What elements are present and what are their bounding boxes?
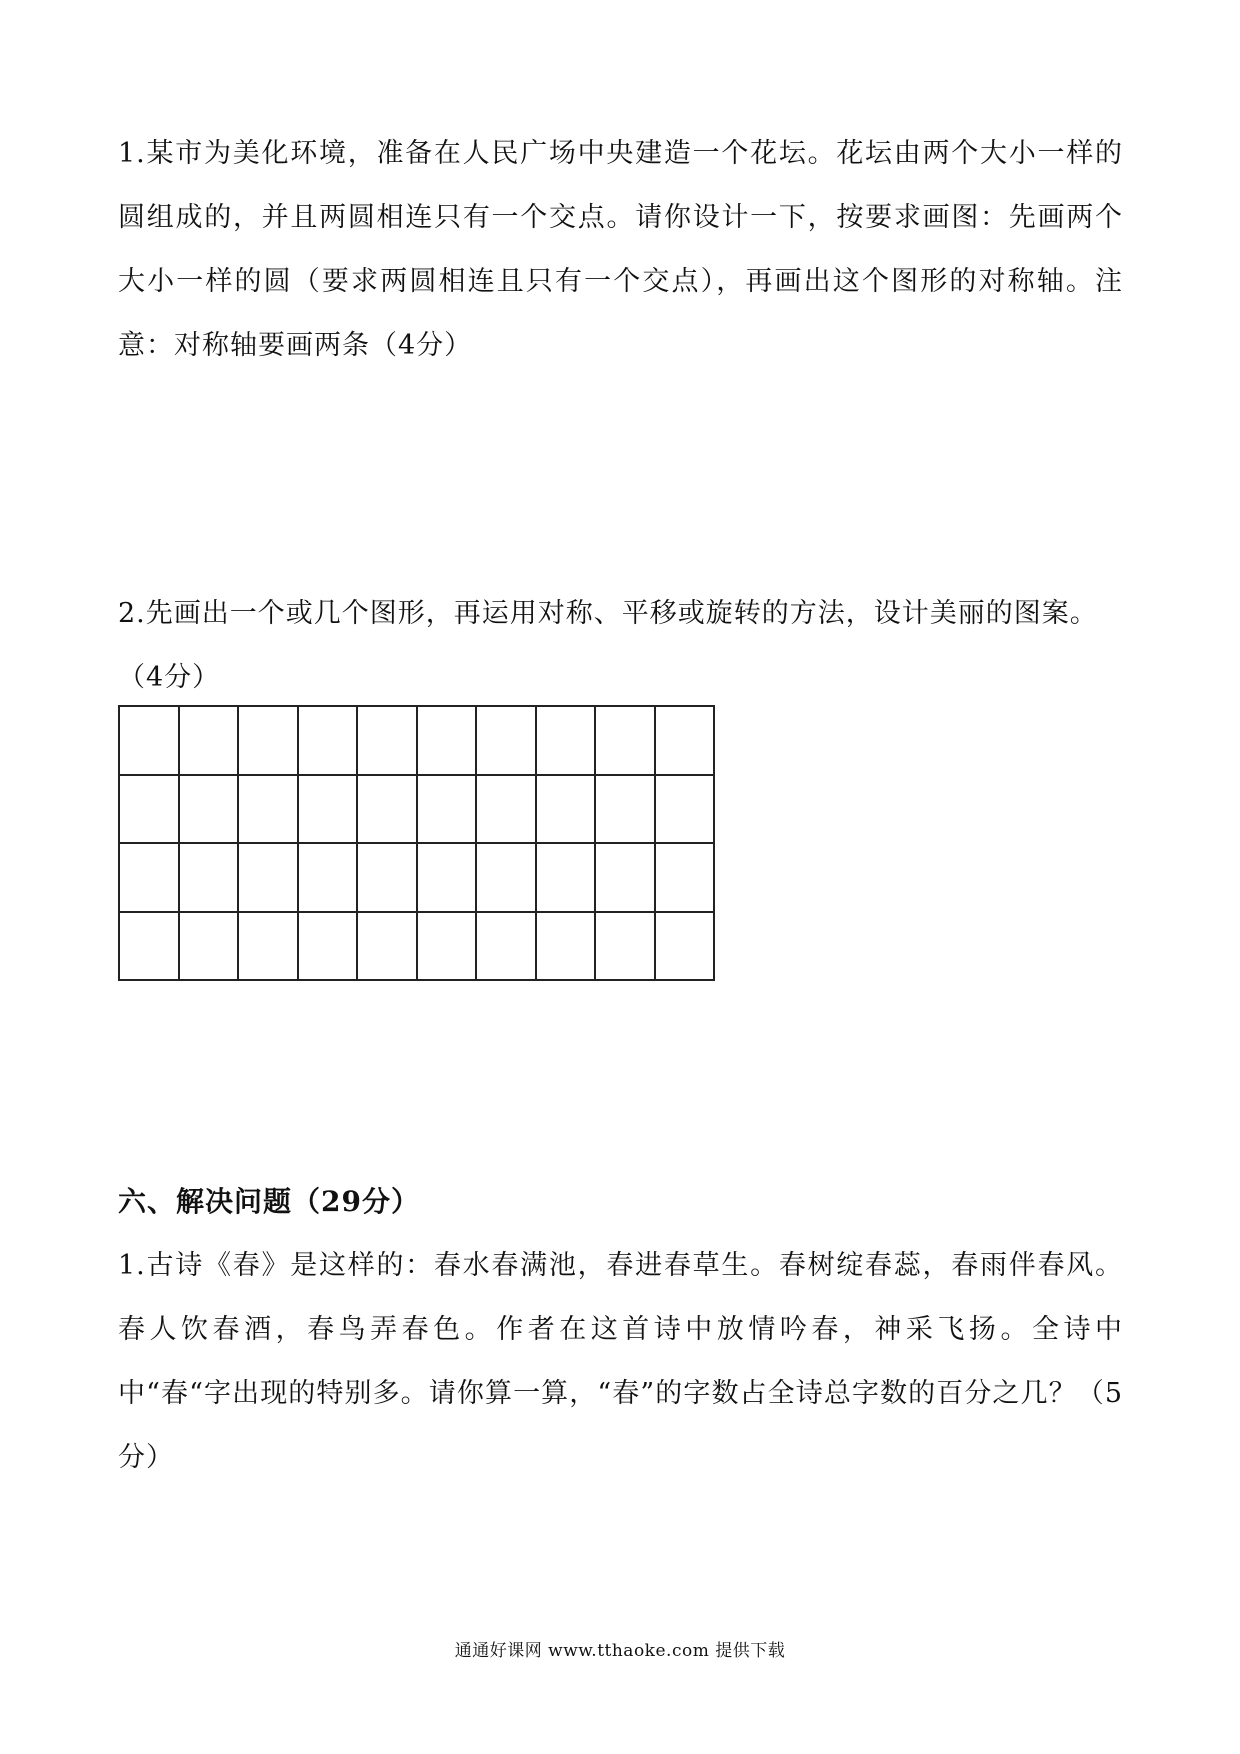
grid-cell bbox=[179, 775, 239, 844]
grid-cell bbox=[238, 912, 298, 981]
grid-cell bbox=[298, 775, 358, 844]
grid-row bbox=[119, 706, 714, 775]
grid-cell bbox=[417, 843, 477, 912]
grid-row bbox=[119, 775, 714, 844]
grid-cell bbox=[357, 706, 417, 775]
grid-cell bbox=[417, 912, 477, 981]
grid-cell bbox=[238, 775, 298, 844]
grid-cell bbox=[357, 912, 417, 981]
grid-cell bbox=[298, 912, 358, 981]
footer-watermark: 通通好课网 www.tthaoke.com 提供下载 bbox=[454, 1641, 786, 1661]
grid-cell bbox=[536, 843, 596, 912]
grid-cell bbox=[298, 843, 358, 912]
question-2-points: （4分） bbox=[118, 662, 221, 693]
grid-cell bbox=[417, 775, 477, 844]
grid-cell bbox=[655, 706, 715, 775]
grid-cell bbox=[119, 706, 179, 775]
grid-cell bbox=[655, 843, 715, 912]
grid-cell bbox=[595, 706, 655, 775]
grid-cell bbox=[476, 775, 536, 844]
grid-cell bbox=[595, 775, 655, 844]
grid-cell bbox=[655, 912, 715, 981]
problem-1-text: 1.古诗《春》是这样的：春水春满池，春进春草生。春树绽春蕊，春雨伴春风。春人饮春酒，春鸟弄春色。作者在这首诗中放情吟春，神采飞扬。全诗中中“春“字出现的特别多。请你算一算，“春”的字数占全诗总字数的百分之几？（5分） bbox=[118, 1250, 1123, 1473]
grid-cell bbox=[476, 706, 536, 775]
grid-cell bbox=[119, 775, 179, 844]
grid-cell bbox=[179, 912, 239, 981]
grid-cell bbox=[417, 706, 477, 775]
grid-cell bbox=[357, 843, 417, 912]
grid-cell bbox=[238, 706, 298, 775]
grid-cell bbox=[595, 843, 655, 912]
grid-cell bbox=[476, 912, 536, 981]
section-heading: 六、解决问题（29分） bbox=[118, 1185, 420, 1218]
grid-cell bbox=[119, 912, 179, 981]
grid-cell bbox=[238, 843, 298, 912]
grid-row bbox=[119, 843, 714, 912]
grid-cell bbox=[655, 775, 715, 844]
drawing-grid bbox=[118, 705, 715, 981]
grid-cell bbox=[298, 706, 358, 775]
grid-cell bbox=[536, 706, 596, 775]
grid-cell bbox=[179, 706, 239, 775]
question-1-text: 1.某市为美化环境，准备在人民广场中央建造一个花坛。花坛由两个大小一样的圆组成的，并且两圆相连只有一个交点。请你设计一下，按要求画图：先画两个大小一样的圆（要求两圆相连且只有一个交点），再画出这个图形的对称轴。注意：对称轴要画两条（4分） bbox=[118, 138, 1123, 361]
grid-cell bbox=[179, 843, 239, 912]
grid-cell bbox=[119, 843, 179, 912]
grid-cell bbox=[536, 775, 596, 844]
grid-cell bbox=[595, 912, 655, 981]
grid-cell bbox=[476, 843, 536, 912]
grid-cell bbox=[536, 912, 596, 981]
grid-row bbox=[119, 912, 714, 981]
question-2-text: 2.先画出一个或几个图形，再运用对称、平移或旋转的方法，设计美丽的图案。 bbox=[118, 598, 1098, 629]
grid-cell bbox=[357, 775, 417, 844]
